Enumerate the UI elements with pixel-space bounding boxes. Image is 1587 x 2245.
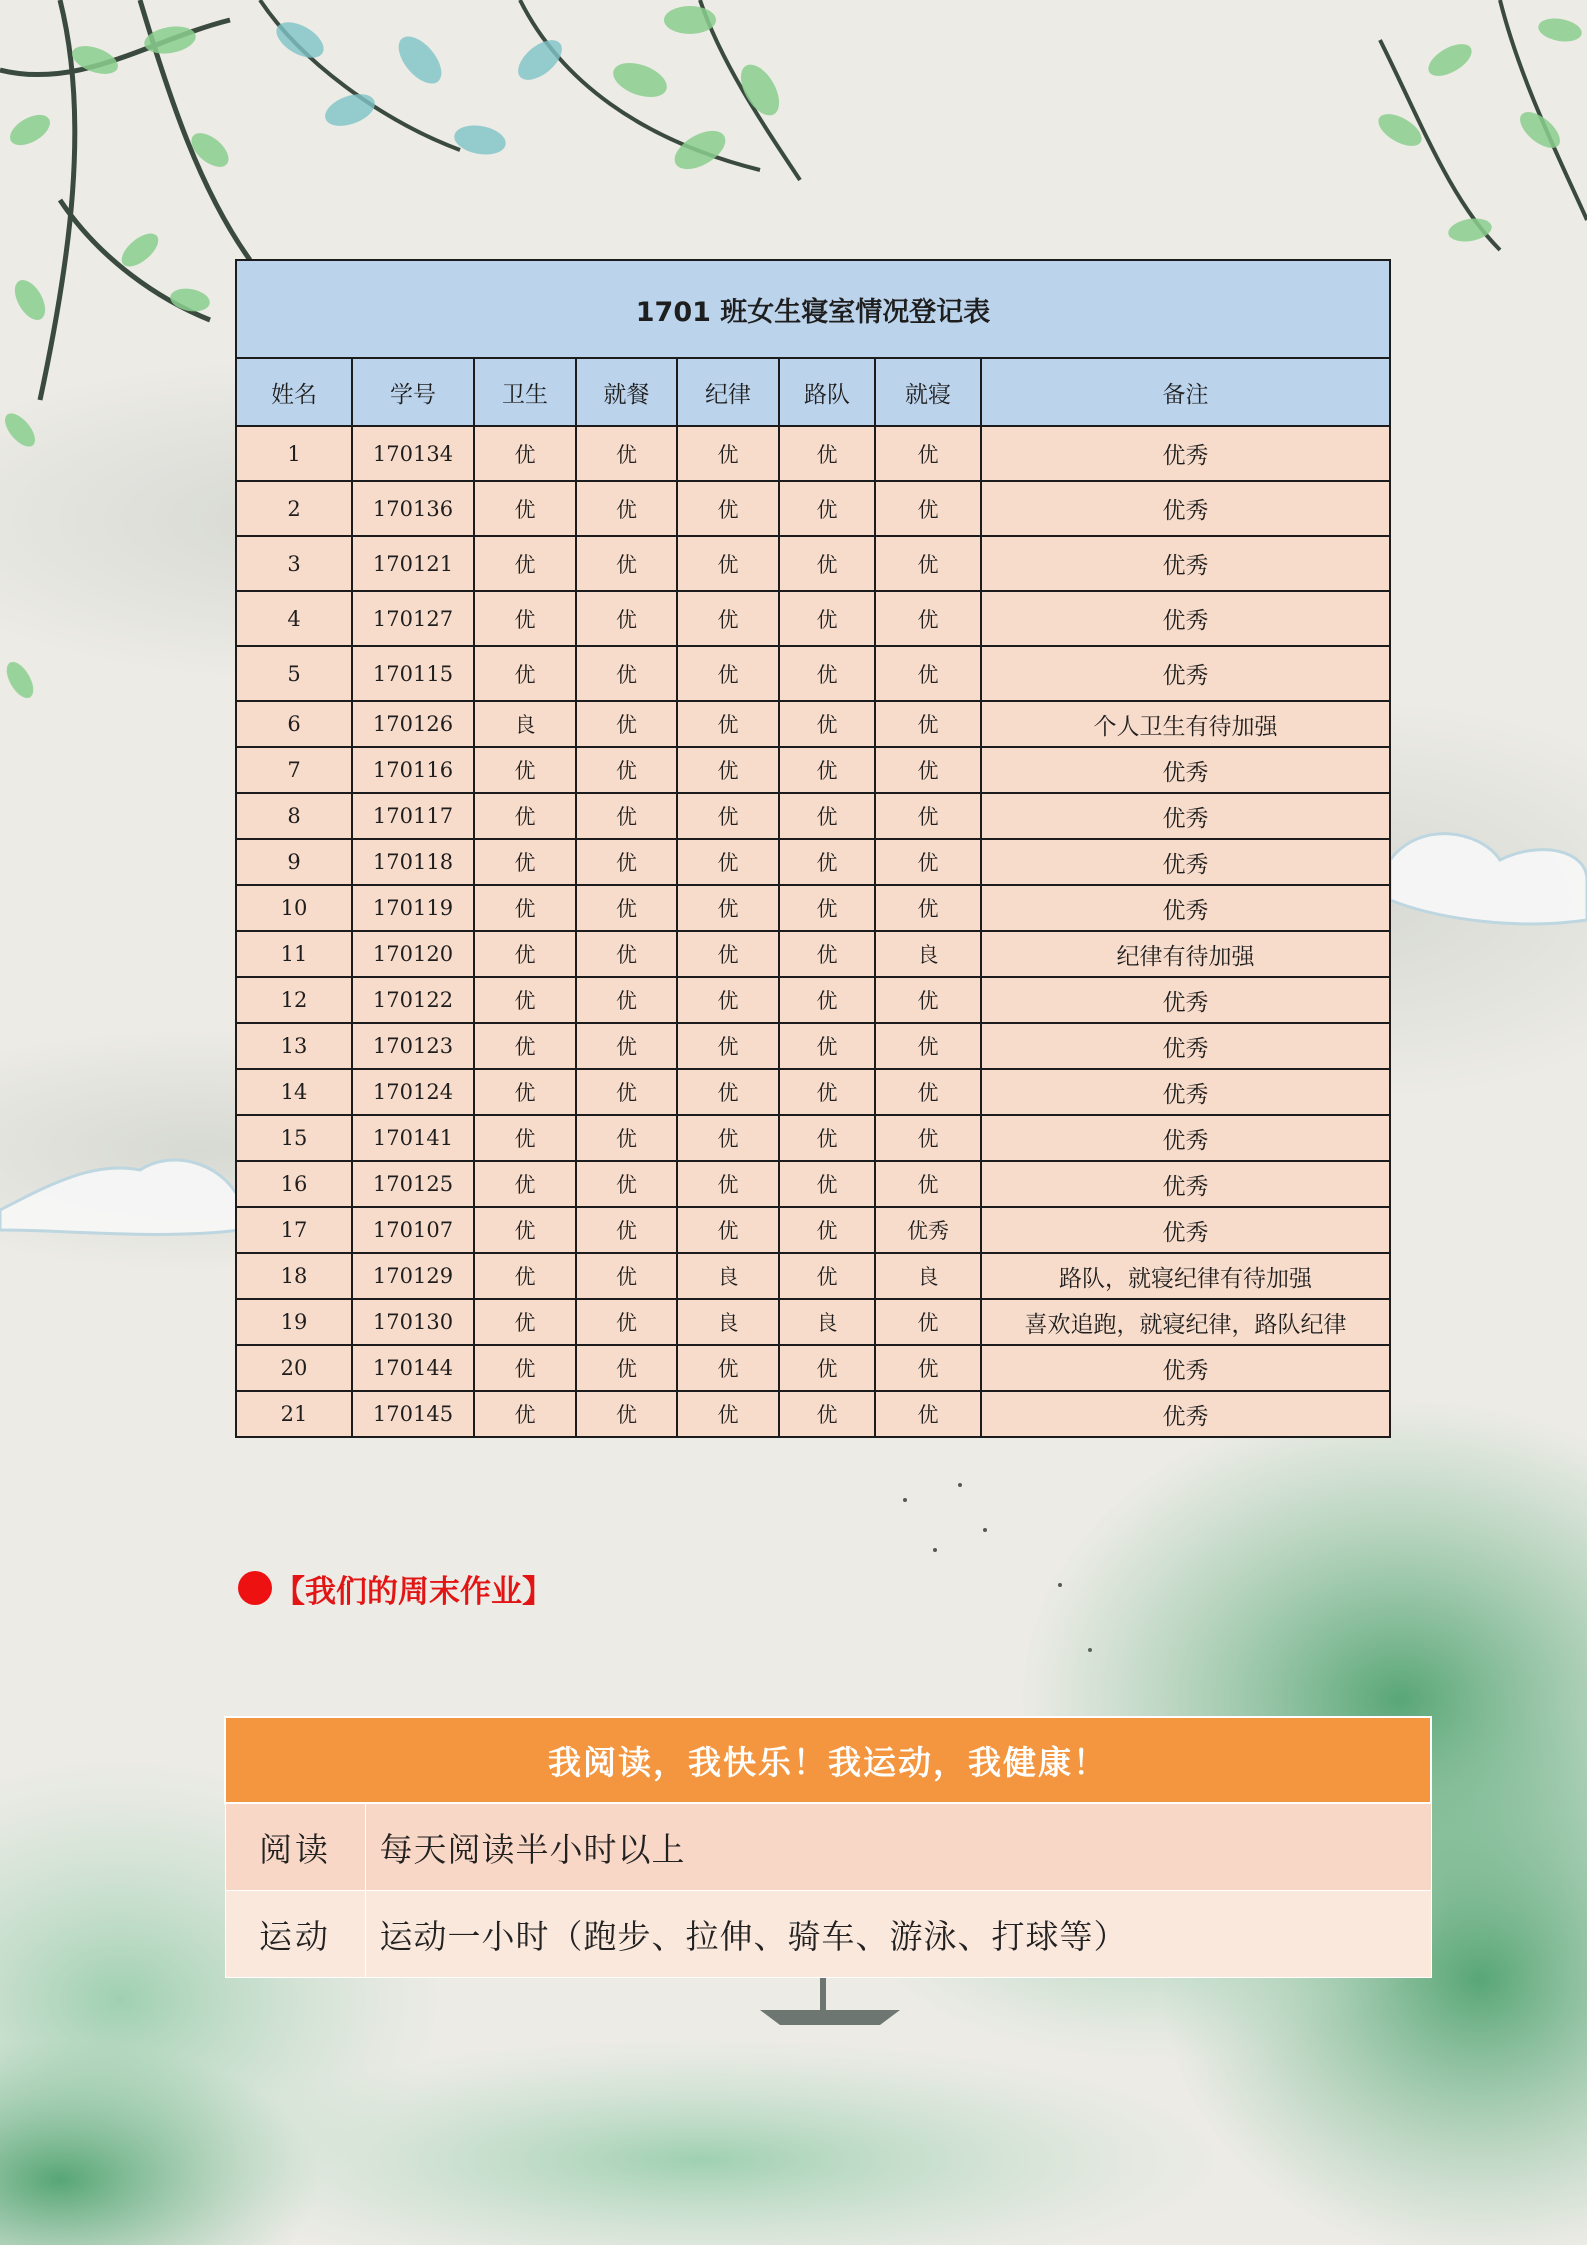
cell-bedtime: 优 (875, 536, 981, 591)
cell-hygiene: 优 (474, 481, 576, 536)
cell-bedtime: 优 (875, 1345, 981, 1391)
cell-student-id: 170125 (352, 1161, 474, 1207)
cell-student-id: 170107 (352, 1207, 474, 1253)
cell-student-id: 170123 (352, 1023, 474, 1069)
cell-remark: 优秀 (981, 1345, 1390, 1391)
table-row (236, 1207, 1390, 1253)
table-title: 1701 班女生寝室情况登记表 (236, 260, 1390, 358)
cell-bedtime: 优 (875, 1299, 981, 1345)
cell-bedtime: 优 (875, 1161, 981, 1207)
cell-discipline: 优 (677, 885, 779, 931)
table-row (236, 931, 1390, 977)
header-name: 姓名 (236, 358, 352, 426)
cell-hygiene: 优 (474, 931, 576, 977)
cell-discipline: 优 (677, 646, 779, 701)
cell-remark: 优秀 (981, 747, 1390, 793)
cell-bedtime: 优 (875, 885, 981, 931)
header-hygiene: 卫生 (474, 358, 576, 426)
table-row (236, 885, 1390, 931)
cell-bedtime: 优 (875, 481, 981, 536)
cell-name: 7 (236, 747, 352, 793)
homework-heading-text: 【我们的周末作业】 (274, 1573, 553, 1610)
table-row (236, 1391, 1390, 1437)
cell-bedtime: 优 (875, 747, 981, 793)
cell-queue: 优 (779, 977, 875, 1023)
cell-dining: 优 (576, 1115, 677, 1161)
cell-name: 18 (236, 1253, 352, 1299)
cell-remark: 优秀 (981, 793, 1390, 839)
table-row (236, 1023, 1390, 1069)
cell-hygiene: 优 (474, 1253, 576, 1299)
cell-bedtime: 优 (875, 646, 981, 701)
cell-dining: 优 (576, 1253, 677, 1299)
cell-discipline: 优 (677, 591, 779, 646)
cell-dining: 优 (576, 1207, 677, 1253)
cell-student-id: 170136 (352, 481, 474, 536)
homework-table (224, 1716, 1432, 1978)
cell-remark: 路队，就寝纪律有待加强 (981, 1253, 1390, 1299)
cell-hygiene: 优 (474, 793, 576, 839)
cell-bedtime: 优 (875, 1069, 981, 1115)
cell-discipline: 优 (677, 1207, 779, 1253)
cell-student-id: 170116 (352, 747, 474, 793)
leaf-cluster-top-center (270, 15, 568, 158)
cell-queue: 优 (779, 1345, 875, 1391)
cell-name: 16 (236, 1161, 352, 1207)
cell-dining: 优 (576, 426, 677, 481)
cell-bedtime: 优 (875, 1115, 981, 1161)
cell-student-id: 170118 (352, 839, 474, 885)
cell-bedtime: 优 (875, 591, 981, 646)
cell-bedtime: 优 (875, 1391, 981, 1437)
cell-hygiene: 优 (474, 885, 576, 931)
cell-dining: 优 (576, 839, 677, 885)
cell-queue: 优 (779, 793, 875, 839)
cell-queue: 优 (779, 1391, 875, 1437)
homework-row-exercise (225, 1891, 1431, 1978)
cell-name: 21 (236, 1391, 352, 1437)
cell-dining: 优 (576, 1161, 677, 1207)
header-bedtime: 就寝 (875, 358, 981, 426)
cell-name: 8 (236, 793, 352, 839)
cell-queue: 优 (779, 1069, 875, 1115)
cell-name: 15 (236, 1115, 352, 1161)
header-remarks: 备注 (981, 358, 1390, 426)
cell-discipline: 优 (677, 1023, 779, 1069)
cell-dining: 优 (576, 793, 677, 839)
cell-queue: 优 (779, 1161, 875, 1207)
cell-name: 14 (236, 1069, 352, 1115)
cell-remark: 优秀 (981, 1207, 1390, 1253)
cell-dining: 优 (576, 747, 677, 793)
cell-discipline: 优 (677, 1345, 779, 1391)
table-row (236, 426, 1390, 481)
cell-name: 11 (236, 931, 352, 977)
cell-discipline: 优 (677, 481, 779, 536)
cell-queue: 优 (779, 591, 875, 646)
cell-discipline: 优 (677, 793, 779, 839)
cell-student-id: 170130 (352, 1299, 474, 1345)
cell-hygiene: 良 (474, 701, 576, 747)
table-row (236, 1069, 1390, 1115)
cell-student-id: 170127 (352, 591, 474, 646)
cell-name: 9 (236, 839, 352, 885)
cell-queue: 优 (779, 931, 875, 977)
table-row (236, 536, 1390, 591)
leaf-branch-top-left (0, 0, 250, 400)
table-row (236, 747, 1390, 793)
cell-bedtime: 良 (875, 931, 981, 977)
cell-name: 17 (236, 1207, 352, 1253)
cell-dining: 优 (576, 977, 677, 1023)
cell-hygiene: 优 (474, 1069, 576, 1115)
cell-hygiene: 优 (474, 591, 576, 646)
cell-discipline: 优 (677, 426, 779, 481)
cell-remark: 优秀 (981, 1161, 1390, 1207)
cell-student-id: 170124 (352, 1069, 474, 1115)
cell-student-id: 170120 (352, 931, 474, 977)
cell-name: 3 (236, 536, 352, 591)
cell-bedtime: 优 (875, 977, 981, 1023)
header-discipline: 纪律 (677, 358, 779, 426)
cell-remark: 优秀 (981, 591, 1390, 646)
cell-student-id: 170126 (352, 701, 474, 747)
cell-dining: 优 (576, 1345, 677, 1391)
cell-remark: 纪律有待加强 (981, 931, 1390, 977)
cell-remark: 优秀 (981, 646, 1390, 701)
homework-banner: 我阅读，我快乐！我运动，我健康！ (225, 1717, 1431, 1803)
cell-bedtime: 优 (875, 1023, 981, 1069)
cell-discipline: 优 (677, 839, 779, 885)
cell-student-id: 170134 (352, 426, 474, 481)
cell-name: 13 (236, 1023, 352, 1069)
cell-hygiene: 优 (474, 839, 576, 885)
cell-dining: 优 (576, 1023, 677, 1069)
cell-queue: 优 (779, 481, 875, 536)
cell-dining: 优 (576, 1299, 677, 1345)
cell-remark: 优秀 (981, 481, 1390, 536)
cell-student-id: 170144 (352, 1345, 474, 1391)
cell-name: 1 (236, 426, 352, 481)
cell-remark: 优秀 (981, 536, 1390, 591)
cell-hygiene: 优 (474, 1161, 576, 1207)
cell-queue: 优 (779, 536, 875, 591)
cell-remark: 优秀 (981, 1115, 1390, 1161)
table-row (236, 1253, 1390, 1299)
cell-queue: 优 (779, 1253, 875, 1299)
cell-remark: 优秀 (981, 1023, 1390, 1069)
homework-row-reading (225, 1803, 1431, 1891)
cell-remark: 优秀 (981, 1391, 1390, 1437)
cell-discipline: 良 (677, 1299, 779, 1345)
cell-remark: 优秀 (981, 839, 1390, 885)
cell-queue: 优 (779, 701, 875, 747)
table-row (236, 839, 1390, 885)
table-row (236, 646, 1390, 701)
cell-discipline: 优 (677, 747, 779, 793)
cell-discipline: 优 (677, 701, 779, 747)
table-row (236, 793, 1390, 839)
cell-discipline: 优 (677, 536, 779, 591)
cell-dining: 优 (576, 536, 677, 591)
header-dining: 就餐 (576, 358, 677, 426)
cell-name: 19 (236, 1299, 352, 1345)
red-bullet-icon (238, 1571, 272, 1605)
cell-queue: 优 (779, 426, 875, 481)
cell-queue: 良 (779, 1299, 875, 1345)
cell-hygiene: 优 (474, 747, 576, 793)
cell-hygiene: 优 (474, 1207, 576, 1253)
cell-hygiene: 优 (474, 426, 576, 481)
cell-bedtime: 优 (875, 426, 981, 481)
cell-dining: 优 (576, 1391, 677, 1437)
table-row (236, 977, 1390, 1023)
cell-queue: 优 (779, 747, 875, 793)
cell-hygiene: 优 (474, 1023, 576, 1069)
cell-queue: 优 (779, 1115, 875, 1161)
table-row (236, 1161, 1390, 1207)
cell-bedtime: 优 (875, 839, 981, 885)
cell-discipline: 良 (677, 1253, 779, 1299)
cell-remark: 优秀 (981, 977, 1390, 1023)
cell-hygiene: 优 (474, 646, 576, 701)
cell-queue: 优 (779, 885, 875, 931)
homework-label-exercise: 运动 (225, 1891, 365, 1978)
cell-dining: 优 (576, 591, 677, 646)
homework-label-reading: 阅读 (225, 1803, 365, 1891)
cell-queue: 优 (779, 1207, 875, 1253)
homework-value-exercise: 运动一小时（跑步、拉伸、骑车、游泳、打球等） (365, 1891, 1431, 1978)
cell-remark: 优秀 (981, 885, 1390, 931)
cell-dining: 优 (576, 481, 677, 536)
cell-dining: 优 (576, 701, 677, 747)
table-row (236, 481, 1390, 536)
cell-name: 5 (236, 646, 352, 701)
cell-hygiene: 优 (474, 1345, 576, 1391)
cell-bedtime: 优 (875, 701, 981, 747)
cell-queue: 优 (779, 1023, 875, 1069)
cell-remark: 喜欢追跑，就寝纪律，路队纪律 (981, 1299, 1390, 1345)
table-row (236, 1115, 1390, 1161)
cell-discipline: 优 (677, 931, 779, 977)
table-row (236, 1345, 1390, 1391)
cell-student-id: 170122 (352, 977, 474, 1023)
cell-hygiene: 优 (474, 1299, 576, 1345)
cell-name: 12 (236, 977, 352, 1023)
cell-remark: 优秀 (981, 426, 1390, 481)
cell-dining: 优 (576, 885, 677, 931)
cell-bedtime: 良 (875, 1253, 981, 1299)
cell-name: 2 (236, 481, 352, 536)
cell-queue: 优 (779, 839, 875, 885)
table-row (236, 591, 1390, 646)
dorm-registration-table (235, 259, 1391, 1438)
cell-hygiene: 优 (474, 1115, 576, 1161)
cell-remark: 优秀 (981, 1069, 1390, 1115)
cell-dining: 优 (576, 931, 677, 977)
header-queue: 路队 (779, 358, 875, 426)
table-row (236, 701, 1390, 747)
homework-value-reading: 每天阅读半小时以上 (365, 1803, 1431, 1891)
cell-student-id: 170119 (352, 885, 474, 931)
cell-hygiene: 优 (474, 1391, 576, 1437)
cell-student-id: 170145 (352, 1391, 474, 1437)
cell-queue: 优 (779, 646, 875, 701)
boat (760, 1975, 900, 2025)
cell-student-id: 170115 (352, 646, 474, 701)
cell-dining: 优 (576, 1069, 677, 1115)
cell-name: 10 (236, 885, 352, 931)
cell-bedtime: 优 (875, 793, 981, 839)
cell-name: 4 (236, 591, 352, 646)
cell-hygiene: 优 (474, 977, 576, 1023)
cell-discipline: 优 (677, 1069, 779, 1115)
homework-section-heading (238, 1568, 553, 1608)
table-row (236, 1299, 1390, 1345)
cell-name: 20 (236, 1345, 352, 1391)
cell-student-id: 170129 (352, 1253, 474, 1299)
cell-name: 6 (236, 701, 352, 747)
cell-dining: 优 (576, 646, 677, 701)
cell-discipline: 优 (677, 1391, 779, 1437)
cell-student-id: 170121 (352, 536, 474, 591)
cell-discipline: 优 (677, 1115, 779, 1161)
cell-bedtime: 优秀 (875, 1207, 981, 1253)
cell-hygiene: 优 (474, 536, 576, 591)
header-student-id: 学号 (352, 358, 474, 426)
cell-student-id: 170141 (352, 1115, 474, 1161)
cell-discipline: 优 (677, 977, 779, 1023)
cell-discipline: 优 (677, 1161, 779, 1207)
table-header-row (236, 358, 1390, 426)
cell-student-id: 170117 (352, 793, 474, 839)
cell-remark: 个人卫生有待加强 (981, 701, 1390, 747)
